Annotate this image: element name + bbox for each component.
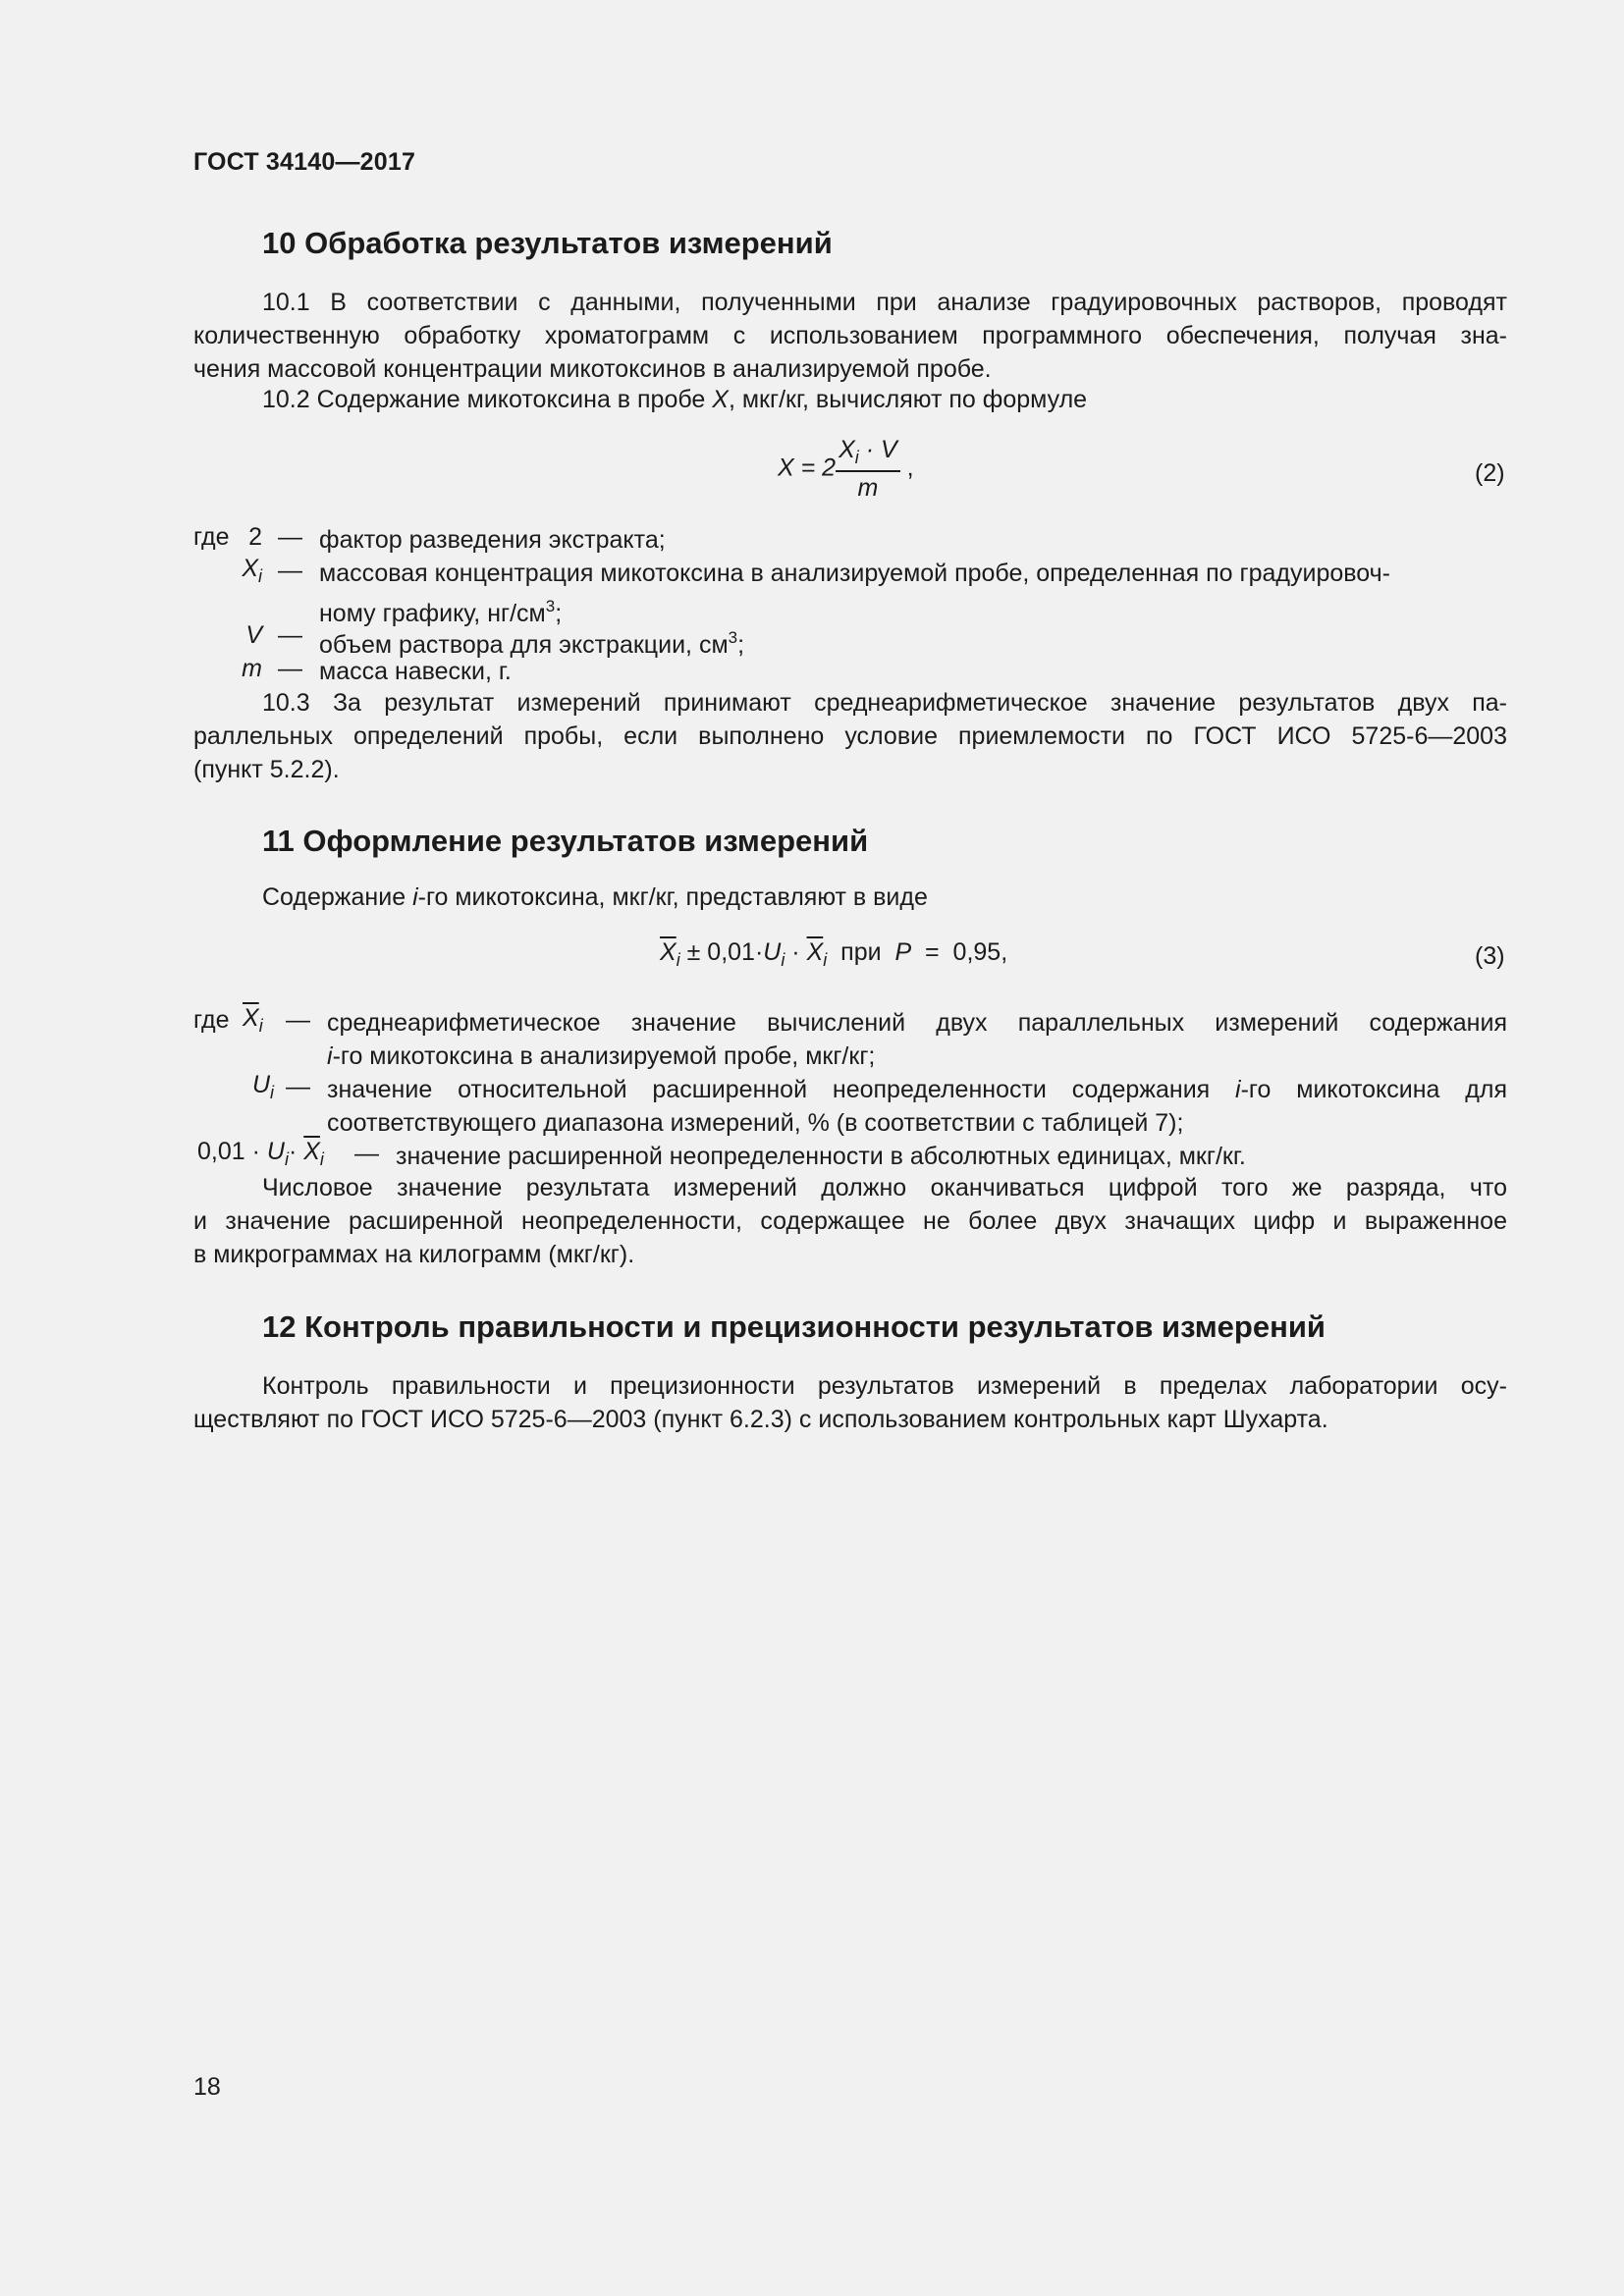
legend-dash: — [278, 523, 302, 551]
superscript: 3 [545, 597, 556, 615]
sym-sub: i [319, 1149, 324, 1169]
legend-symbol-abs-uncertainty [197, 1138, 324, 1170]
sym: $\overline{X}$ [243, 1004, 259, 1032]
text-line: раллельных определений пробы, если выполнено условие приемлемости по ГОСТ ИСО 5725-6—2003 [193, 722, 1507, 750]
legend-text [327, 1006, 1507, 1073]
formula-tail: , [899, 454, 914, 482]
symbol-i: i [412, 883, 418, 911]
num-rest: · V [858, 436, 897, 463]
pri: при [827, 938, 895, 966]
legend-dash: — [278, 621, 302, 649]
legend-dash: — [278, 655, 302, 682]
section-10-title: 10 Обработка результатов измерений [262, 226, 833, 260]
equation-number-2: (2) [1475, 459, 1505, 487]
legend-text [327, 1073, 1507, 1140]
num-sub: i [854, 448, 859, 467]
paragraph-10-1 [193, 286, 1507, 386]
text-run: -го микотоксина для [1240, 1076, 1508, 1103]
section-12-title: 12 Контроль правильности и прецизионности результатов измерений [262, 1309, 1326, 1344]
text-line: ществляют по ГОСТ ИСО 5725-6—2003 (пункт 6.2.3) с использованием контрольных карт Шухарта. [193, 1406, 1328, 1433]
x-bar: $\overline{X}$ [660, 938, 677, 966]
superscript: 3 [728, 628, 738, 647]
formula-2 [778, 436, 914, 503]
u: U [763, 938, 782, 966]
sym-x: $\overline{X}$ [303, 1138, 320, 1165]
sub: i [781, 950, 785, 970]
text-line: среднеарифметическое значение вычислений двух параллельных измерений содержания [327, 1009, 1507, 1037]
text-line: 10.1 В соответствии с данными, полученными при анализе градуировочных растворов, проводят [262, 289, 1507, 316]
sub: i [676, 950, 680, 970]
legend-symbol-v: V [245, 621, 262, 649]
num-x: X [839, 436, 855, 463]
paragraph-11-final [193, 1171, 1507, 1271]
text-line: и значение расширенной неопределенности, содержащее не более двух значащих цифр и выраженное [193, 1207, 1507, 1235]
legend-symbol: 2 [248, 523, 262, 551]
paragraph-10-2 [262, 386, 1087, 414]
sym-sub: i [284, 1149, 289, 1169]
sym-u: U [266, 1138, 285, 1165]
section-11-title: 11 Оформление результатов измерений [262, 824, 869, 858]
paragraph-12 [193, 1369, 1507, 1436]
legend-text: значение расширенной неопределенности в абсолютных единицах, мкг/кг. [396, 1143, 1246, 1170]
legend-dash: — [286, 1073, 310, 1100]
legend-dash: — [354, 1140, 379, 1167]
text-line: в микрограммах на килограмм (мкг/кг). [193, 1241, 635, 1268]
where-label: где [193, 523, 230, 551]
text-line: массовая концентрация микотоксина в анализируемой пробе, определенная по градуировоч- [319, 560, 1390, 587]
page-number: 18 [193, 2073, 221, 2101]
document-id: ГОСТ 34140—2017 [193, 148, 416, 176]
legend-dash: — [278, 557, 302, 584]
legend-symbol-ui [241, 1071, 274, 1103]
equation-number-3: (3) [1475, 942, 1505, 970]
sym-dot: · [288, 1138, 304, 1165]
section-11-intro [262, 883, 928, 912]
symbol-i: i [1235, 1076, 1241, 1103]
sub: i [823, 950, 828, 970]
x-bar: $\overline{X}$ [806, 938, 824, 966]
text-line [327, 1040, 1507, 1073]
legend-symbol-xbar [243, 1004, 263, 1037]
legend-text: масса навески, г. [319, 658, 512, 685]
text-run: ; [737, 631, 745, 659]
text-line: количественную обработку хроматограмм с использованием программного обеспечения, получая зна- [193, 322, 1507, 349]
text-line: 10.3 За результат измерений принимают среднеарифметическое значение результатов двух па- [262, 689, 1507, 717]
where-label: где [193, 1006, 230, 1034]
legend-symbol-m: m [242, 655, 262, 682]
text-line: (пункт 5.2.2). [193, 756, 340, 783]
symbol-i: i [327, 1042, 333, 1070]
dot: · [785, 938, 807, 966]
text-line [327, 1073, 1507, 1106]
equals-value: = 0,95, [911, 938, 1008, 966]
legend-text [319, 557, 1507, 630]
formula-lhs: X = 2 [778, 454, 837, 482]
sym-sub: i [270, 1083, 274, 1102]
sym-sub: i [258, 566, 262, 586]
text-line: Числовое значение результата измерений должно оканчиваться цифрой того же разряда, что [262, 1174, 1507, 1201]
sym: U [251, 1071, 270, 1098]
sym-sub: i [258, 1016, 263, 1036]
text-run: -го микотоксина в анализируемой пробе, мкг/кг; [332, 1042, 876, 1070]
legend-dash: — [286, 1006, 310, 1034]
text-run: , мкг/кг, вычисляют по формуле [728, 386, 1088, 413]
sym-a: 0,01 · [197, 1138, 267, 1165]
text-run: ному графику, нг/см [319, 600, 546, 627]
text-run: значение относительной расширенной неопределенности содержания [327, 1076, 1236, 1103]
text-line: Контроль правильности и прецизионности результатов измерений в пределах лаборатории осу- [262, 1372, 1507, 1400]
fraction [836, 436, 900, 503]
text-line: соответствующего диапазона измерений, % (в соответствии с таблицей 7); [327, 1109, 1184, 1137]
plus-minus: ± 0,01· [679, 938, 764, 966]
text-run: -го микотоксина, мкг/кг, представляют в виде [417, 883, 928, 911]
text-run: ; [555, 600, 563, 627]
sym: X [242, 555, 258, 582]
text-line: чения массовой концентрации микотоксинов в анализируемой пробе. [193, 355, 992, 383]
p: P [894, 938, 912, 966]
denominator: m [857, 474, 879, 502]
symbol-x: X [712, 386, 729, 413]
legend-text: фактор разведения экстракта; [319, 526, 666, 554]
paragraph-10-3 [193, 686, 1507, 786]
text-run: объем раствора для экстракции, см [319, 631, 729, 659]
numerator [836, 436, 900, 472]
formula-3 [660, 938, 1007, 971]
text-run: 10.2 Содержание микотоксина в пробе [262, 386, 713, 413]
text-run: Содержание [262, 883, 413, 911]
legend-symbol-xi [223, 555, 262, 587]
